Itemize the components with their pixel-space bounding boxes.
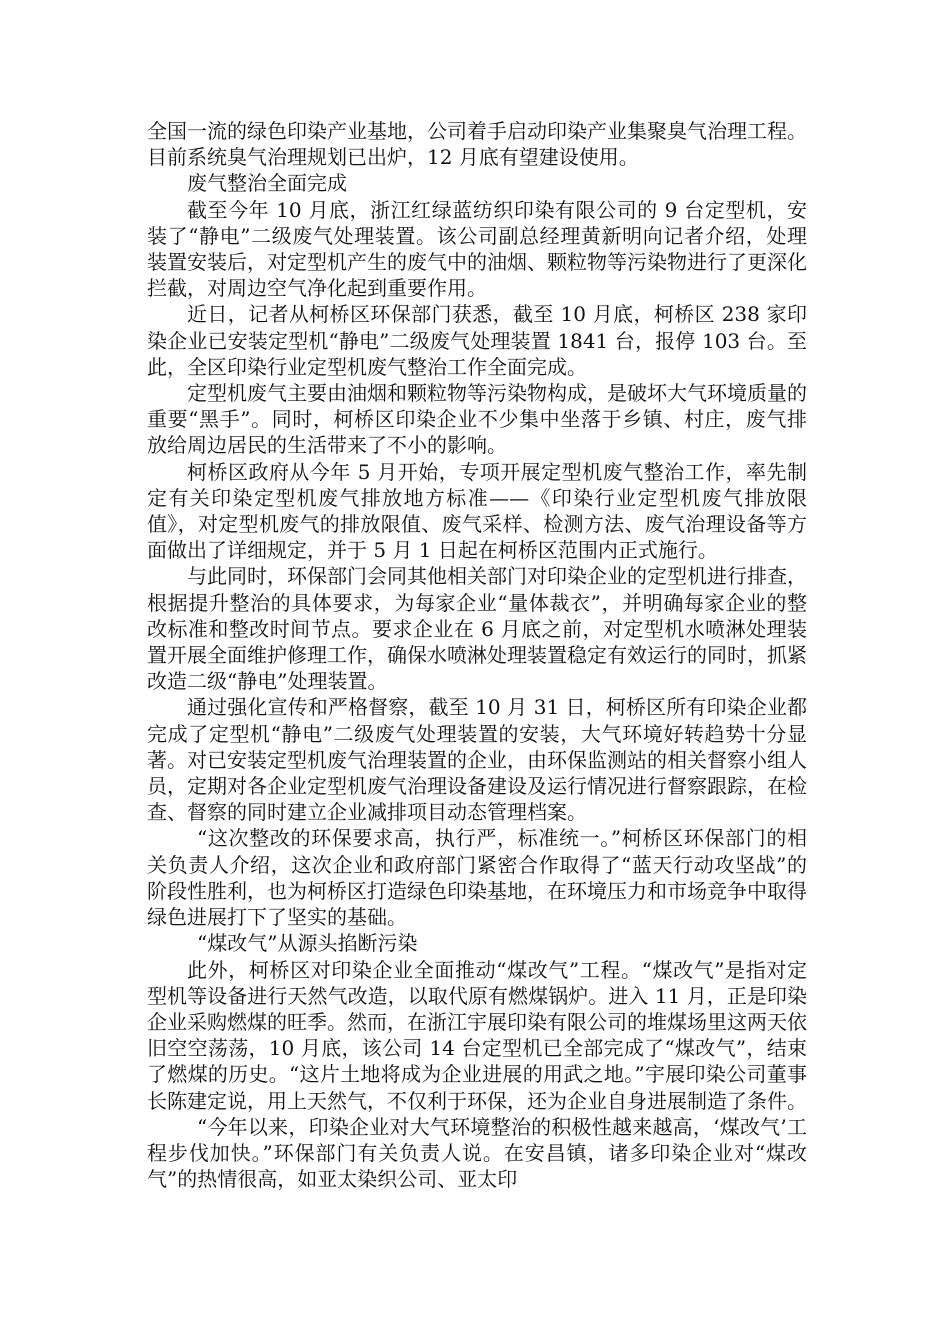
paragraph-intro: 全国一流的绿色印染产业基地，公司着手启动印染产业集聚臭气治理工程。目前系统臭气治理规划已出炉，12 月底有望建设使用。 — [147, 119, 807, 170]
paragraph-official-quote: “这次整改的环保要求高，执行严，标准统一。”柯桥区环保部门的相关负责人介绍，这次企业和政府部门紧密合作取得了“蓝天行动攻坚战”的阶段性胜利，也为柯桥区打造绿色印染基地，在环境压力和市场竞争中取得绿色进展打下了坚实的基础。 — [147, 826, 807, 930]
section-heading-waste-gas: 废气整治全面完成 — [187, 171, 347, 196]
document-body — [147, 118, 807, 1192]
section-heading-coal-to-gas: “煤改气”从源头掐断污染 — [197, 931, 418, 956]
paragraph-pollution-source: 定型机废气主要由油烟和颗粒物等污染物构成，是破坏大气环境质量的重要“黑手”。同时，柯桥区印染企业不少集中坐落于乡镇、村庄，废气排放给周边居民的生活带来了不小的影响。 — [147, 381, 807, 458]
paragraph-government-action: 柯桥区政府从今年 5 月开始，专项开展定型机废气整治工作，率先制定有关印染定型机废气排放地方标准——《印染行业定型机废气排放限值》，对定型机废气的排放限值、废气采样、检测方法、废气治理设备等方面做出了详细规定，并于 5 月 1 日起在柯桥区范围内正式施行。 — [147, 459, 807, 563]
paragraph-recent-news: 近日，记者从柯桥区环保部门获悉，截至 10 月底，柯桥区 238 家印染企业已安装定型机“静电”二级废气处理装置 1841 台，报停 103 台。至此，全区印染行业定型机废气整治工作全面完成。 — [147, 302, 807, 379]
paragraph-hongluilan: 截至今年 10 月底，浙江红绿蓝纺织印染有限公司的 9 台定型机，安装了“静电”二级废气处理装置。该公司副总经理黄新明向记者介绍，处理装置安装后，对定型机产生的废气中的油烟、颗粒物等污染物进行了更深化拦截，对周边空气净化起到重要作用。 — [147, 197, 807, 301]
paragraph-inspection: 与此同时，环保部门会同其他相关部门对印染企业的定型机进行排查，根据提升整治的具体要求，为每家企业“量体裁衣”，并明确每家企业的整改标准和整改时间节点。要求企业在 6 月底之前，对定型机水喷淋处理装置开展全面维护修理工作，确保水喷淋处理装置稳定有效运行的同时，抓紧改造二级“静电”处理装置。 — [147, 564, 807, 694]
paragraph-final-quote: “今年以来，印染企业对大气环境整治的积极性越来越高，‘煤改气’工程步伐加快。”环保部门有关负责人说。在安昌镇，诸多印染企业对“煤改气”的热情很高，如亚太染织公司、亚太印 — [147, 1114, 807, 1192]
paragraph-coal-to-gas: 此外，柯桥区对印染企业全面推动“煤改气”工程。“煤改气”是指对定型机等设备进行天然气改造，以取代原有燃煤锅炉。进入 11 月，正是印染企业采购燃煤的旺季。然而，在浙江宇展印染有限公司的堆煤场里这两天依旧空空荡荡，10 月底，该公司 14 台定型机已全部完成了“煤改气”，结束了燃煤的历史。“这片土地将成为企业进展的用武之地。”宇展印染公司董事长陈建定说，用上天然气，不仅利于环保，还为企业自身进展制造了条件。 — [147, 957, 807, 1113]
paragraph-supervision: 通过强化宣传和严格督察，截至 10 月 31 日，柯桥区所有印染企业都完成了定型机“静电”二级废气处理装置的安装，大气环境好转趋势十分显著。对已安装定型机废气治理装置的企业，由环保监测站的相关督察小组人员，定期对各企业定型机废气治理设备建设及运行情况进行督察跟踪，在检查、督察的同时建立企业减排项目动态管理档案。 — [147, 695, 807, 825]
